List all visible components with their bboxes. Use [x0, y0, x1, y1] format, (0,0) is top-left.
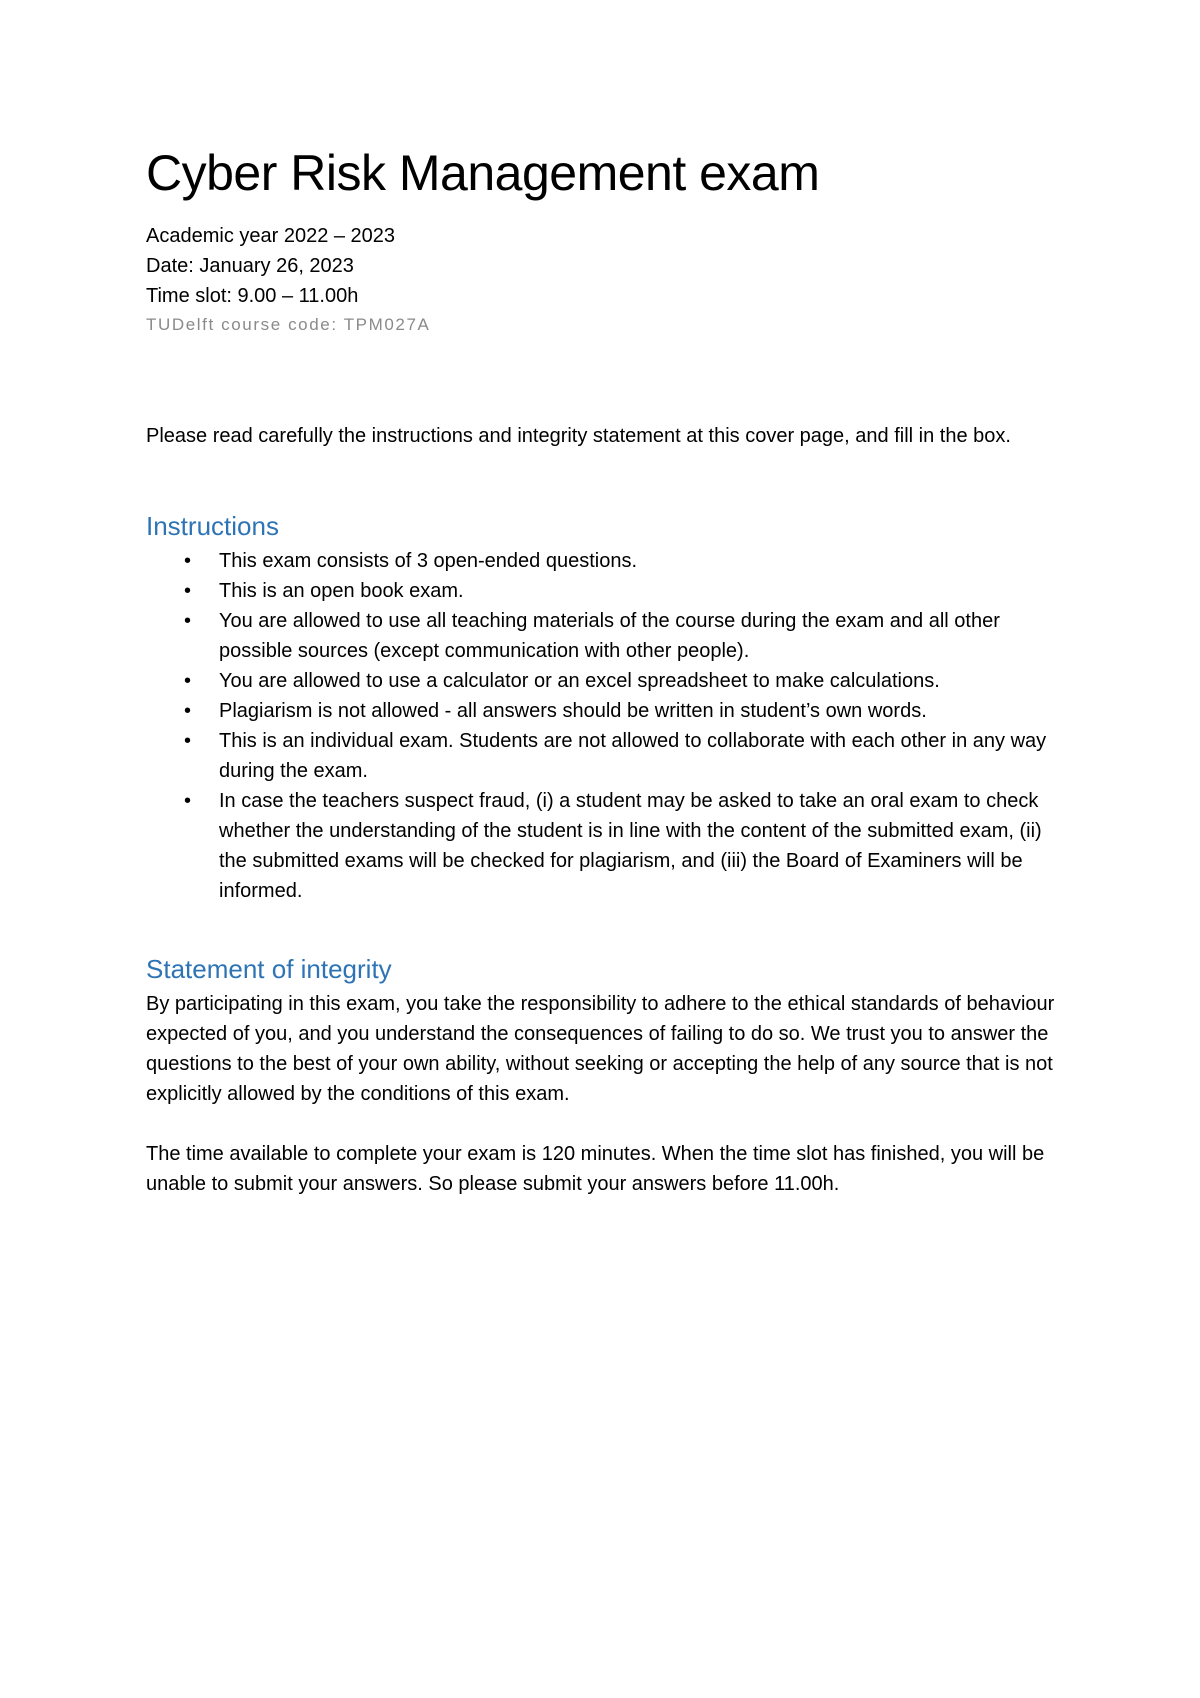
intro-text: Please read carefully the instructions and integrity statement at this cover page, and fill in the box.	[146, 425, 1011, 447]
academic-year: Academic year 2022 – 2023	[146, 225, 396, 247]
list-item-text: This is an individual exam. Students are not allowed to collaborate with each other in any way during the exam.	[219, 730, 1047, 783]
list-item-text: This is an open book exam.	[219, 580, 464, 603]
instructions-heading: Instructions	[146, 511, 279, 541]
bullet-icon: •	[184, 670, 192, 693]
list-item	[146, 786, 1074, 906]
list-item-text: Plagiarism is not allowed - all answers should be written in student’s own words.	[219, 700, 927, 723]
list-item-text: You are allowed to use a calculator or an excel spreadsheet to make calculations.	[219, 670, 940, 693]
bullet-icon: •	[184, 790, 192, 813]
integrity-paragraph: By participating in this exam, you take the responsibility to adhere to the ethical standards of behaviour expected of you, and you understand the consequences of failing to do so. We trust you to answer the questions to the best of your own ability, without seeking or accepting the help of any source that is not explicitly allowed by the conditions of this exam.	[146, 993, 1055, 1106]
list-item	[146, 576, 1074, 606]
time-notice-paragraph: The time available to complete your exam is 120 minutes. When the time slot has finished, you will be unable to submit your answers. So please submit your answers before 11.00h.	[146, 1143, 1045, 1196]
list-item	[146, 696, 1074, 726]
instructions-list	[146, 546, 1074, 906]
course-code: TUDelft course code: TPM027A	[146, 315, 431, 334]
list-item-text: In case the teachers suspect fraud, (i) a student may be asked to take an oral exam to check whether the understanding of the student is in line with the content of the submitted exam, (ii) the submitted exams will be checked for plagiarism, and (iii) the Board of Examiners will be informed.	[219, 790, 1042, 903]
list-item	[146, 666, 1074, 696]
bullet-icon: •	[184, 730, 192, 753]
list-item	[146, 606, 1074, 666]
bullet-icon: •	[184, 550, 192, 573]
list-item	[146, 546, 1074, 576]
integrity-heading: Statement of integrity	[146, 954, 392, 985]
list-item-text: This exam consists of 3 open-ended questions.	[219, 550, 638, 573]
bullet-icon: •	[184, 700, 192, 723]
time-slot: Time slot: 9.00 – 11.00h	[146, 285, 359, 307]
document-title: Cyber Risk Management exam	[146, 145, 820, 201]
exam-date: Date: January 26, 2023	[146, 255, 354, 277]
bullet-icon: •	[184, 580, 192, 603]
list-item	[146, 726, 1074, 786]
bullet-icon: •	[184, 610, 192, 633]
list-item-text: You are allowed to use all teaching materials of the course during the exam and all other possible sources (except communication with other people).	[219, 610, 1000, 663]
